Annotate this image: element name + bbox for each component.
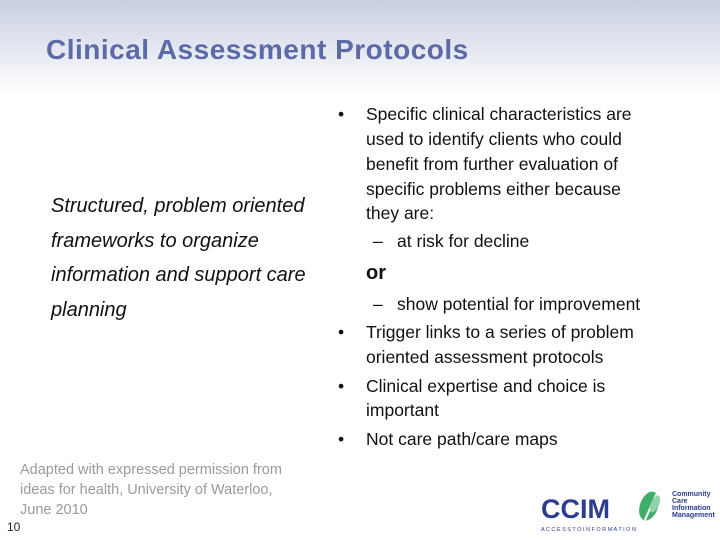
logo-tagline: A C C E S S T O I N F O R M A T I O N [541,527,636,533]
leaf-icon [635,489,662,523]
logo-wordmark: CCIM [541,494,610,524]
bullet1-line: used to identify clients who could [366,129,622,149]
or-label: or [366,262,386,284]
sub-bullet-improvement: show potential for improvement [397,294,641,314]
page-number: 10 [7,520,21,534]
logo-line: Information [672,505,711,512]
bullet2-line: oriented assessment protocols [366,347,604,367]
attribution-footer: Adapted with expressed permission from ideas for health, University of Waterloo, June 2010 [20,462,282,518]
sub-bullet-dash: – [373,294,383,314]
logo-line: Community [672,491,711,498]
logo-line: Management [672,512,715,519]
bullet1-line: Specific clinical characteristics are [366,104,632,124]
ccim-logo [539,488,715,533]
sub-bullet-dash: – [373,231,383,251]
bullet1-line: benefit from further evaluation of [366,154,618,174]
bullet4-line: Not care path/care maps [366,429,558,449]
bullet3-line: Clinical expertise and choice is [366,376,606,396]
logo-line: Care [672,498,688,505]
left-summary-text: Structured, problem oriented frameworks to organize information and support care planning [51,195,306,321]
bullet2-line: Trigger links to a series of problem [366,322,634,342]
bullet1-line: specific problems either because [366,179,621,199]
bullet1-line: they are: [366,203,435,223]
bullet3-line: important [366,400,439,420]
sub-bullet-decline: at risk for decline [397,231,530,251]
slide-title: Clinical Assessment Protocols [46,34,469,65]
